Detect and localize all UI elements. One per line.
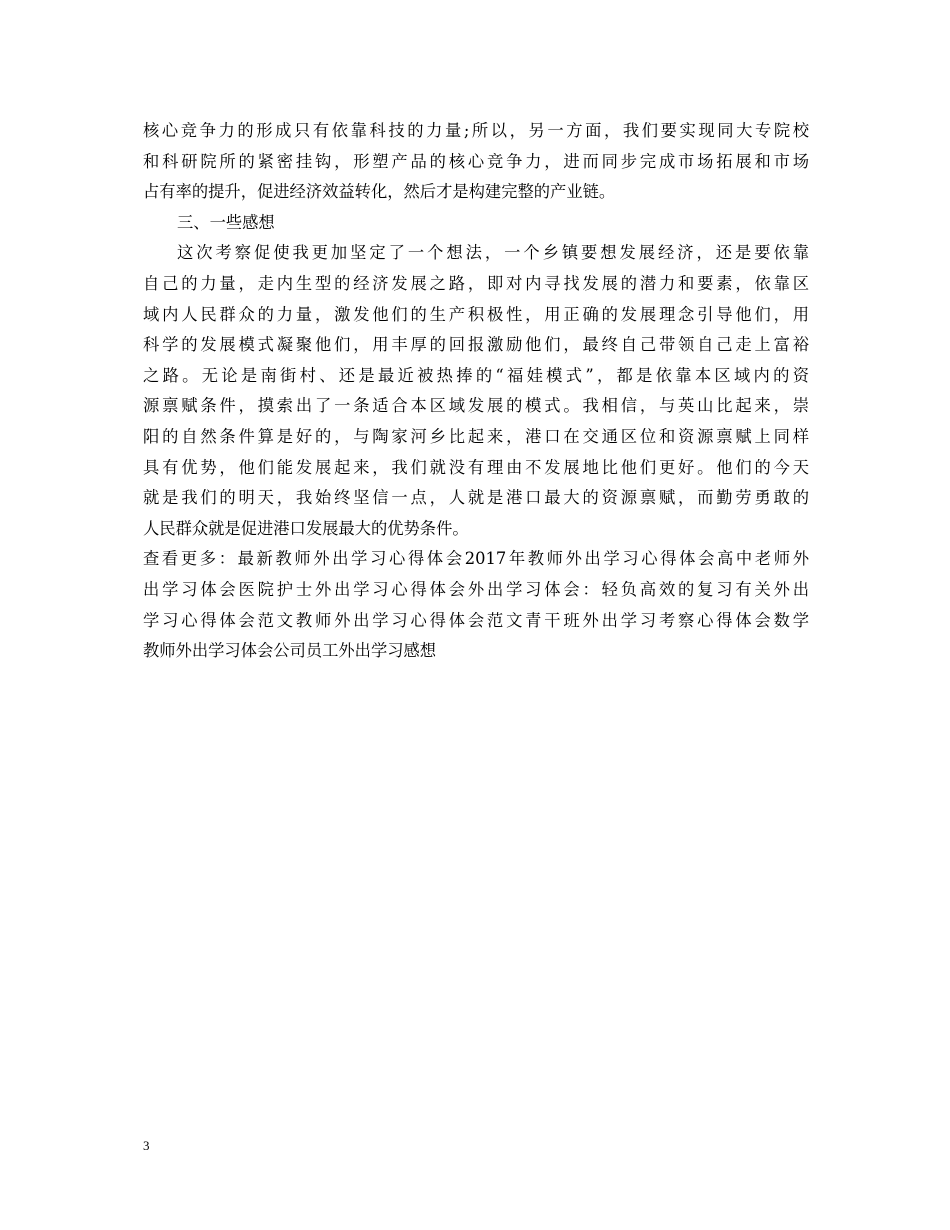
document-body — [143, 116, 809, 667]
section-heading: 三、一些感想 — [177, 212, 275, 232]
paragraph-line: 人民群众就是促进港口发展最大的优势条件。 — [143, 518, 469, 538]
paragraph-line: 科学的发展模式凝聚他们，用丰厚的回报激励他们，最终自己带领自己走上富裕 — [143, 335, 809, 355]
paragraph-core-competitiveness — [143, 116, 809, 208]
see-more-links — [143, 544, 809, 666]
paragraph-line: 阳的自然条件算是好的，与陶家河乡比起来，港口在交通区位和资源禀赋上同样 — [143, 426, 809, 446]
paragraph-line: 域内人民群众的力量，激发他们的生产积极性，用正确的发展理念引导他们，用 — [143, 304, 809, 324]
see-more-line: 出学习体会医院护士外出学习心得体会外出学习体会：轻负高效的复习有关外出 — [143, 579, 809, 599]
see-more-line: 学习心得体会范文教师外出学习心得体会范文青干班外出学习考察心得体会数学 — [143, 610, 809, 630]
page-number: 3 — [143, 1138, 150, 1153]
see-more-line: 教师外出学习体会公司员工外出学习感想 — [143, 641, 437, 661]
paragraph-line: 和科研院所的紧密挂钩，形塑产品的核心竞争力，进而同步完成市场拓展和市场 — [143, 151, 809, 171]
see-more-line: 查看更多：最新教师外出学习心得体会2017年教师外出学习心得体会高中老师外 — [143, 549, 809, 569]
paragraph-line: 占有率的提升，促进经济效益转化，然后才是构建完整的产业链。 — [143, 182, 616, 202]
paragraph-reflections — [143, 238, 809, 544]
paragraph-line: 就是我们的明天，我始终坚信一点，人就是港口最大的资源禀赋，而勤劳勇敢的 — [143, 488, 809, 508]
paragraph-line: 核心竞争力的形成只有依靠科技的力量;所以，另一方面，我们要实现同大专院校 — [143, 121, 809, 140]
paragraph-line: 之路。无论是南街村、还是最近被热捧的“福娃模式”，都是依靠本区域内的资 — [143, 365, 809, 385]
paragraph-line: 这次考察促使我更加坚定了一个想法，一个乡镇要想发展经济，还是要依靠 — [177, 243, 809, 263]
paragraph-line: 源禀赋条件，摸索出了一条适合本区域发展的模式。我相信，与英山比起来，崇 — [143, 396, 809, 416]
paragraph-line: 具有优势，他们能发展起来，我们就没有理由不发展地比他们更好。他们的今天 — [143, 457, 809, 477]
paragraph-line: 自己的力量，走内生型的经济发展之路，即对内寻找发展的潜力和要素，依靠区 — [143, 273, 809, 293]
